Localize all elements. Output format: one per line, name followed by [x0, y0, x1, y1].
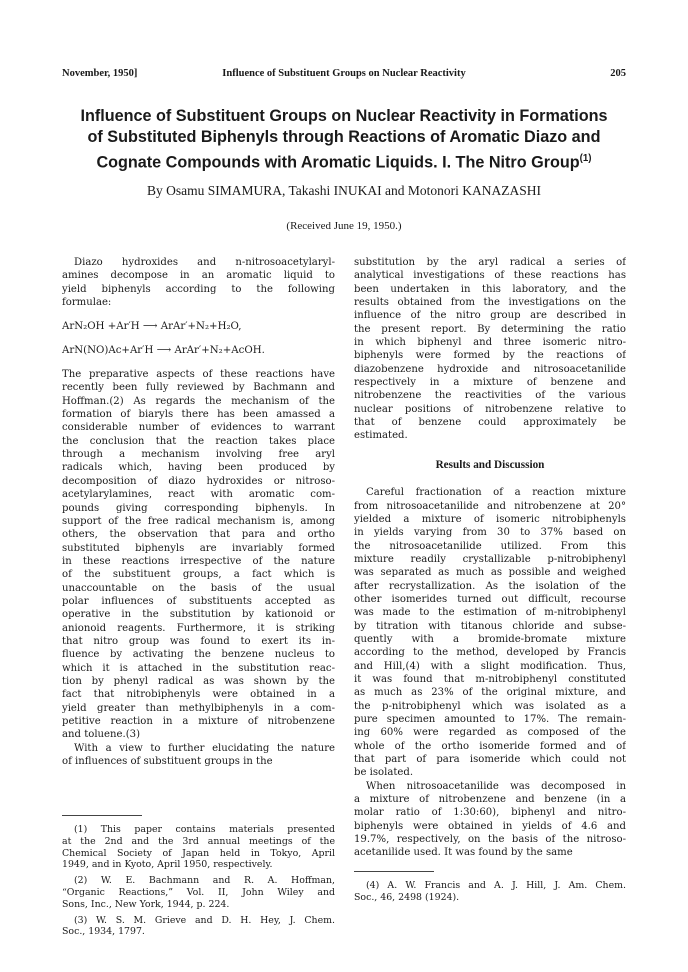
text-line: the nitrosoacetanilide utilized. From this	[354, 540, 626, 552]
footnote	[62, 824, 335, 871]
header-running-title: Influence of Substituent Groups on Nuclear Reactivity	[222, 68, 466, 79]
text-line: that of benzene could approximately be	[354, 417, 626, 429]
text-line: tion by phenyl radical as was shown by the	[62, 675, 335, 687]
text-line: operative in the substitution by kationoid or	[62, 609, 335, 621]
footnote-line: Chemical Society of Japan held in Tokyo, April	[62, 847, 335, 859]
footnote-line: 1949, and in Kyoto, April 1950, respectively.	[62, 859, 273, 871]
title-line	[62, 148, 626, 173]
text-line: amines decompose in an aromatic liquid to	[62, 270, 335, 282]
text-line: formulae:	[62, 297, 112, 309]
text-line: diazobenzene hydroxide and nitrosoacetanilide	[354, 363, 626, 375]
text-line: influence of the nitro group are described in	[354, 310, 626, 322]
text-line: quently with a bromide-bromate mixture	[354, 633, 626, 645]
text-line: molar ratio of 1:30:60), biphenyl and nitro-	[354, 807, 626, 819]
text-line: acetylarylamines, react with aromatic com-	[62, 489, 335, 501]
text-line: fluence by activating the benzene nucleus to	[62, 649, 335, 661]
text-line: in which biphenyl and three isomeric nitro-	[354, 337, 626, 349]
text-line: biphenyls were formed by the reactions of	[354, 350, 626, 362]
text-line: and Hill,(4) with a slight modification. Thus,	[354, 660, 626, 672]
text-line: of influences of substituent groups in the	[62, 756, 273, 768]
footnote-rule	[354, 871, 434, 872]
text-line: With a view to further elucidating the nature	[74, 742, 335, 754]
text-line: considerable number of evidences to warrant	[62, 422, 335, 434]
body-paragraph	[62, 742, 335, 769]
text-line: after recrystallization. As the isolation of the	[354, 580, 626, 592]
text-line: a mixture of nitrobenzene and benzene (in a	[354, 794, 626, 806]
title-line: of Substituted Biphenyls through Reactions of Aromatic Diazo and	[87, 128, 601, 146]
intro-paragraph	[62, 256, 335, 309]
text-line: formation of biaryls there has been amassed a	[62, 409, 335, 421]
text-line: Diazo hydroxides and n-nitrosoacetylaryl-	[74, 257, 335, 268]
footnote	[62, 915, 335, 939]
body-paragraph	[354, 256, 626, 443]
footnote-line: (3) W. S. M. Grieve and D. H. Hey, J. Chem.	[74, 914, 335, 926]
text-line: and toluene.(3)	[62, 729, 141, 741]
text-line: analytical investigations of these reactions has	[354, 270, 626, 282]
footnote-line: “Organic Reactions,” Vol. II, John Wiley and	[62, 886, 335, 898]
text-line: been undertaken in this laboratory, and the	[354, 283, 626, 295]
body-paragraph	[354, 780, 626, 860]
text-line: radicals which, having been produced by	[62, 462, 335, 474]
body-paragraph	[354, 486, 626, 780]
equation-2: ArN(NO)Ac+Ar′H ⟶ ArAr′+N₂+AcOH.	[62, 344, 265, 356]
title-line: Influence of Substituent Groups on Nuclear Reactivity in Formations	[80, 107, 608, 125]
body-paragraph	[62, 368, 335, 742]
text-line: pounds giving corresponding biphenyls. In	[62, 502, 335, 514]
footnote	[354, 880, 626, 904]
text-line: others, the observation that para and ortho	[62, 529, 335, 541]
header-date: November, 1950]	[62, 68, 138, 79]
text-line: according to the method, developed by Francis	[354, 647, 626, 659]
text-line: the present report. By determining the ratio	[354, 323, 626, 335]
footnote-line: (1) This paper contains materials presented	[74, 824, 335, 835]
text-line: that part of para isomeride which could not	[354, 754, 626, 766]
text-line: unaccountable on the basis of the usual	[62, 582, 335, 594]
text-line: Careful fractionation of a reaction mixture	[366, 487, 626, 499]
text-line: yield biphenyls according to the following	[62, 283, 335, 295]
text-line: nuclear positions of nitrobenzene relative to	[354, 403, 626, 415]
text-line: respectively in a mixture of benzene and	[354, 377, 626, 389]
text-line: that nitro group was found to exert its in-	[62, 635, 335, 647]
text-line: whole of the ortho isomeride formed and of	[354, 740, 626, 752]
text-line: the conclusion that the reaction takes place	[62, 435, 335, 447]
footnote	[62, 875, 335, 910]
text-line: substituted biphenyls are invariably formed	[62, 542, 335, 554]
received-date: (Received June 19, 1950.)	[286, 220, 402, 232]
text-line: acetanilide used. It was found by the same	[354, 847, 573, 859]
text-line: the p-nitrobiphenyl which was isolated as a	[354, 700, 626, 712]
text-line: yield greater than methylbiphenyls in a com-	[62, 702, 335, 714]
text-line: decomposition of diazo hydroxides or nitroso-	[62, 475, 335, 487]
text-line: substitution by the aryl radical a series of	[354, 257, 626, 268]
text-line: by titration with titanous chloride and subse-	[354, 620, 626, 632]
text-line: in yields varying from 30 to 37% based on	[354, 527, 626, 539]
right-footnotes	[354, 871, 626, 908]
running-header	[62, 68, 626, 84]
text-line: it was found that m-nitrobiphenyl constituted	[354, 673, 626, 685]
text-line: support of the free radical mechanism is, among	[62, 515, 335, 527]
text-line: The preparative aspects of these reactions have	[62, 369, 335, 381]
text-line: in these reactions irrespective of the nature	[62, 555, 335, 567]
text-line: other isomerides turned out difficult, recourse	[354, 593, 626, 605]
text-line: petitive reaction in a mixture of nitrobenzene	[62, 716, 335, 727]
text-line: ing 60% were regarded as composed of the	[354, 727, 626, 739]
text-line: as much as 23% of the original mixture, and	[354, 687, 626, 699]
text-line: yielded a mixture of isomeric nitrobiphenyls	[354, 513, 626, 525]
text-line: which it is attached in the substitution reac-	[62, 662, 335, 674]
text-line: nitrobenzene the reactivities of the various	[354, 390, 626, 402]
text-line: When nitrosoacetanilide was decomposed in	[366, 780, 626, 792]
footnote-line: (2) W. E. Bachmann and R. A. Hoffman,	[74, 875, 335, 887]
paper-title	[62, 106, 626, 173]
left-column	[62, 256, 335, 768]
footnote-rule	[62, 815, 142, 816]
text-line: estimated.	[354, 430, 408, 442]
text-line: mixture readily crystallizable p-nitrobiphenyl	[354, 553, 626, 565]
authors: By Osamu SIMAMURA, Takashi INUKAI and Motonori KANAZASHI	[146, 183, 542, 198]
text-line: was made to the estimation of m-nitrobiphenyl	[354, 607, 626, 619]
footnote-line: (4) A. W. Francis and A. J. Hill, J. Am. Chem.	[366, 880, 626, 891]
text-line: was separated as much as possible and weighed	[354, 567, 626, 579]
section-heading: Results and Discussion	[435, 458, 545, 471]
footnote-line: Soc., 46, 2498 (1924).	[354, 891, 460, 903]
header-page-number: 205	[610, 68, 626, 79]
title-line-text: Cognate Compounds with Aromatic Liquids. I. The Nitro Group	[96, 153, 580, 172]
right-column	[354, 256, 626, 860]
left-footnotes	[62, 815, 335, 942]
footnote-line: at the 2nd and the 3rd annual meetings of the	[62, 835, 335, 847]
text-line: pure specimen amounted to 17%. The remain-	[354, 714, 626, 725]
text-line: be isolated.	[354, 767, 414, 779]
text-line: polar influences of substituents accepted as	[62, 595, 335, 607]
text-line: 19.7%, respectively, on the basis of the nitroso-	[354, 834, 626, 846]
title-footnote-mark: (1)	[579, 153, 592, 164]
footnote-line: Soc., 1934, 1797.	[62, 926, 145, 938]
text-line: from nitrosoacetanilide and nitrobenzene at 20°	[354, 500, 626, 512]
text-line: recently been fully reviewed by Bachmann and	[62, 382, 335, 394]
text-line: through a mechanism involving free aryl	[62, 449, 335, 461]
text-line: biphenyls were obtained in yields of 4.6 and	[354, 820, 626, 832]
text-line: anionoid reagents. Furthermore, it is striking	[62, 622, 335, 634]
text-line: of the substituent groups, a fact which is	[62, 569, 335, 581]
text-line: Hoffman.(2) As regards the mechanism of the	[62, 395, 335, 407]
footnote-line: Sons, Inc., New York, 1944, p. 224.	[62, 898, 230, 910]
text-line: fact that nitrobiphenyls were obtained in a	[62, 689, 335, 701]
equation-1: ArN₂OH +Ar′H ⟶ ArAr′+N₂+H₂O,	[62, 321, 242, 333]
text-line: results obtained from the investigations on the	[354, 297, 626, 309]
